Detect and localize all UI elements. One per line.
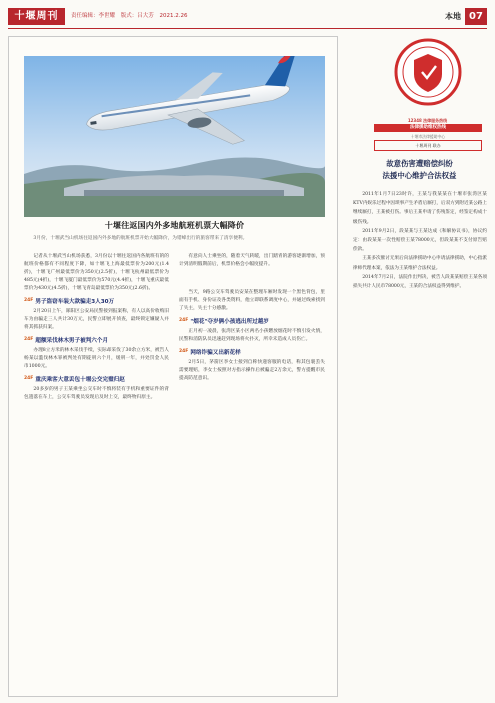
- news-paragraph: 20多岁的男子王某乘坐公交车时不慎将装有手机和重要证件的背包遗落在车上，公交车驾驶员发现后及时上交，最终物归原主。: [24, 387, 169, 400]
- legal-aid-banner: 法律援助维权热线: [374, 124, 482, 132]
- article-col-left: [24, 253, 169, 402]
- intro-paragraph: 3月份，十堰武当山机场往返国内外多地的航班机票开始大幅降价，为错峰出行的旅客带来了清享便利。: [33, 236, 248, 241]
- section-tab: 十堰周刊: [8, 8, 65, 25]
- news-paragraph: 办理8立方米的林木采伐手续，实际却采伐了30余立方米，被告人杨某以滥伐林木罪被判处有期徒刑六个月，缓刑一年，并处罚金人民币1000元。: [24, 348, 169, 369]
- hotline-label: 12348 法律服务热线: [407, 118, 448, 123]
- partner-badge: 十堰周刊 联办: [374, 140, 482, 151]
- article-paragraph: 有意向人士乘坐的，随着天气转暖，出门踏青的游客逐渐增加，预计到清明假期前后，机票价格会小幅度提升。: [179, 254, 325, 267]
- article-paragraph: 记者从十堰武当山机场获悉，3月份以十堰往返国内各航班有的的航班价格都有不同程度下降，如十堰飞上海最低票价为200元(1.4折)，十堰飞广州最低票价为350元(2.5折)，十堰飞杭州最低票价为485元(4折)，十堰飞厦门最低票价为570元(4.4折)，十堰飞重庆最低票价为430元(4.5折)，十堰飞青岛最低票价为350元(2.6折)。: [24, 254, 169, 291]
- legal-title-line1: 故意伤害遭赔偿纠纷: [386, 159, 453, 168]
- news-subhead: 24F "烟花"夺岁俩小孩逃出所过越岁: [179, 318, 269, 325]
- header-rule: [8, 28, 487, 29]
- news-subhead: 24F 重庆乘客大意丢包十堰公交完璧归赵: [24, 376, 125, 383]
- legal-paragraph: 2011年1月7日23时许，王某与我某某在十堰市张湾区某KTV内娱乐过程中因琐事产生矛盾后厮打，后双方到附近某公路上继续厮打，王某被打伤。事后王某申请了伤残鉴定，经鉴定构成十级伤残。: [353, 192, 487, 225]
- bullet-marker: 24F: [24, 376, 34, 381]
- bullet-marker: 24F: [179, 318, 189, 323]
- news-subhead: 24F 网络诈骗又出新花样: [179, 349, 241, 356]
- issue-date: 2021.2.26: [159, 13, 188, 19]
- news-subhead: 24F 男子盗窃车装大款骗走3人30万: [24, 298, 115, 305]
- legal-paragraph: 2011年9月2日，段某某与王某达成《和解协议书》，协议约定：由段某某一次性赔偿王某78000元，但段某某不支付原告赔偿款。: [353, 228, 487, 253]
- news-paragraph: 2月5日，茅箭区李女士接到自称快递客服的电话，称其包裹丢失需要理赔，李女士按照对方指示操作后被骗走2万余元，警方提醒市民提高防范意识。: [179, 360, 325, 381]
- article-col-right: [179, 253, 325, 383]
- legal-aid-center: 十堰市法律援助中心: [410, 134, 446, 139]
- editor: 责任编辑：李世耀: [71, 13, 116, 19]
- news-paragraph: 2月20日上午，郧阳区公安局民警接到报案称，有人以高价收购旧车为由骗走三人共计30万元，民警立即展开侦查，最终锁定嫌疑人并将其抓获归案。: [24, 309, 169, 330]
- shield-icon: [378, 36, 478, 114]
- editor-credits: [71, 11, 192, 19]
- page-header: [0, 0, 495, 30]
- news-paragraph: 当天，9路公交车驾驶员安某在整理车厢时发现一个黑色背包，里面有手机、身份证及各类资料，他立即联系调度中心，并通过线索找到了失主，失主十分感激。: [179, 290, 325, 311]
- bullet-marker: 24F: [24, 298, 34, 303]
- article-headline: 十堰往返国内外多地航班机票大幅降价: [104, 221, 245, 230]
- article-intro: [24, 235, 325, 243]
- legal-article: [353, 190, 487, 291]
- news-frame: [8, 36, 338, 697]
- page-number: 07: [465, 8, 487, 25]
- bullet-marker: 24F: [24, 337, 34, 342]
- news-subhead: 24F 超额采伐林木男子被判六个月: [24, 337, 109, 344]
- legal-title-line2: 法援中心维护合法权益: [382, 171, 457, 180]
- airplane-illustration: [24, 56, 325, 217]
- bullet-marker: 24F: [179, 349, 189, 354]
- airplane-photo: [24, 56, 325, 217]
- layout-editor: 版式：吕大芳: [120, 13, 154, 19]
- legal-paragraph: 2014年7月2日，法院作出判决，被告人段某某赔偿王某各项损失共计人民币78000元，王某的合法权益得到维护。: [353, 274, 487, 290]
- section-name: 本地: [445, 12, 461, 21]
- legal-aid-logo: [378, 36, 478, 114]
- legal-paragraph: 王某多次催讨无果后向法律援助中心申请法律援助，中心指派律师代理本案，依法为王某维护合法权益。: [353, 256, 487, 271]
- news-paragraph: 正月初一凌晨，张湾区某小区两名小孩燃放烟花时不慎引发火情，民警和消防队员迅速赶到现场将火扑灭，所幸未造成人员伤亡。: [179, 329, 325, 342]
